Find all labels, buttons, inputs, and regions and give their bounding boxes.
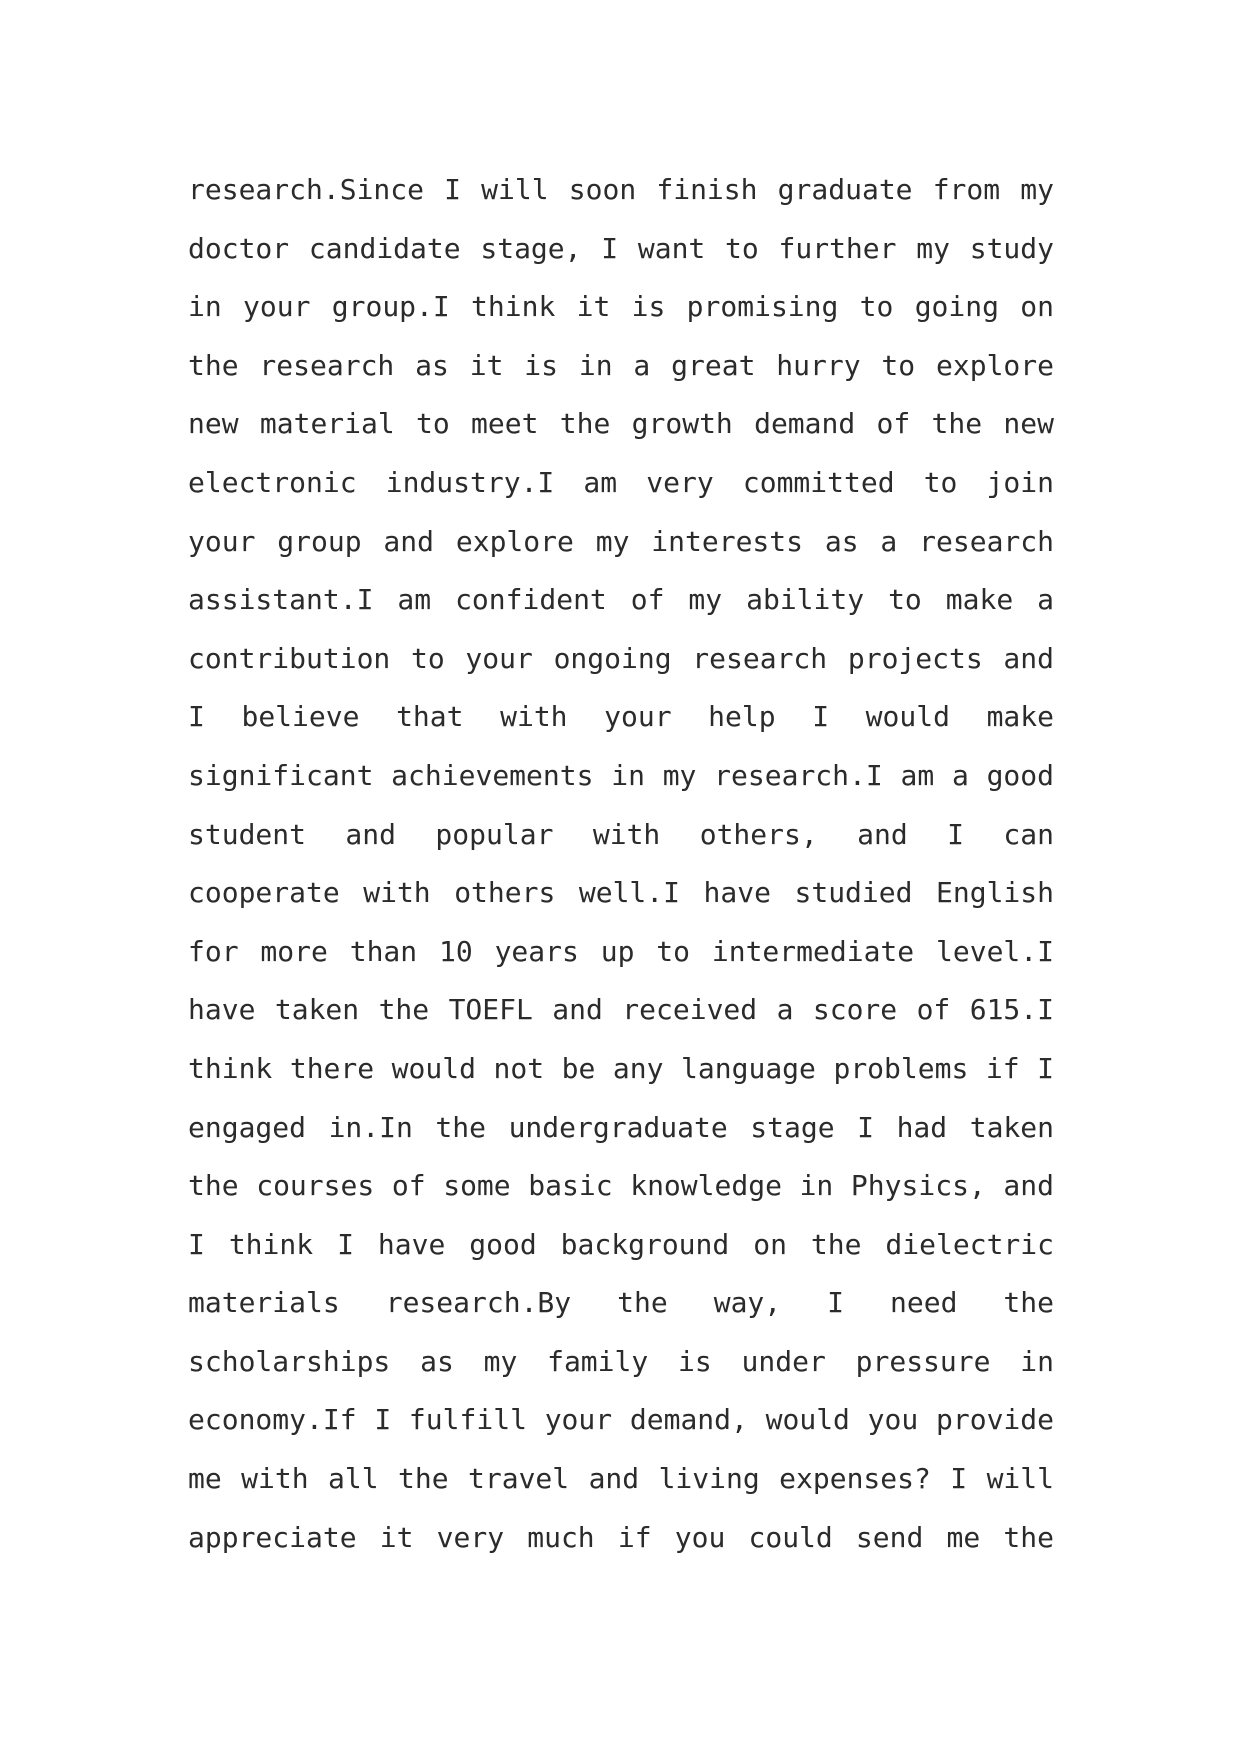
text-line: scholarships as my family is under pressure in bbox=[188, 1344, 1054, 1378]
text-line: assistant.I am confident of my ability to make a bbox=[188, 583, 1054, 617]
text-line: appreciate it very much if you could send me the bbox=[188, 1520, 1054, 1554]
text-line: I believe that with your help I would make bbox=[188, 700, 1054, 734]
text-line: me with all the travel and living expenses? I will bbox=[188, 1462, 1054, 1496]
text-line: engaged in.In the undergraduate stage I had taken bbox=[188, 1110, 1054, 1144]
text-line: materials research.By the way, I need the bbox=[188, 1286, 1054, 1320]
text-line: contribution to your ongoing research projects and bbox=[188, 641, 1054, 675]
text-line: the courses of some basic knowledge in Physics, and bbox=[188, 1169, 1054, 1203]
text-line: electronic industry.I am very committed to join bbox=[188, 465, 1054, 499]
text-line: the research as it is in a great hurry to explore bbox=[188, 348, 1054, 382]
text-line: student and popular with others, and I can bbox=[188, 817, 1054, 851]
text-line: cooperate with others well.I have studied English bbox=[188, 876, 1054, 910]
text-line: I think I have good background on the dielectric bbox=[188, 1227, 1054, 1261]
text-line: think there would not be any language problems if I bbox=[188, 1051, 1054, 1085]
text-line: economy.If I fulfill your demand, would you provide bbox=[188, 1403, 1054, 1437]
text-line: in your group.I think it is promising to going on bbox=[188, 290, 1054, 324]
text-line: new material to meet the growth demand of the new bbox=[188, 407, 1054, 441]
text-line: have taken the TOEFL and received a score of 615.I bbox=[188, 993, 1054, 1027]
text-line: doctor candidate stage, I want to further my study bbox=[188, 231, 1054, 265]
text-line: research.Since I will soon finish graduate from my bbox=[188, 173, 1054, 206]
body-text bbox=[188, 161, 1054, 1567]
text-line: for more than 10 years up to intermediate level.I bbox=[188, 934, 1054, 968]
text-line: significant achievements in my research.I am a good bbox=[188, 758, 1054, 792]
text-line: your group and explore my interests as a research bbox=[188, 524, 1054, 558]
